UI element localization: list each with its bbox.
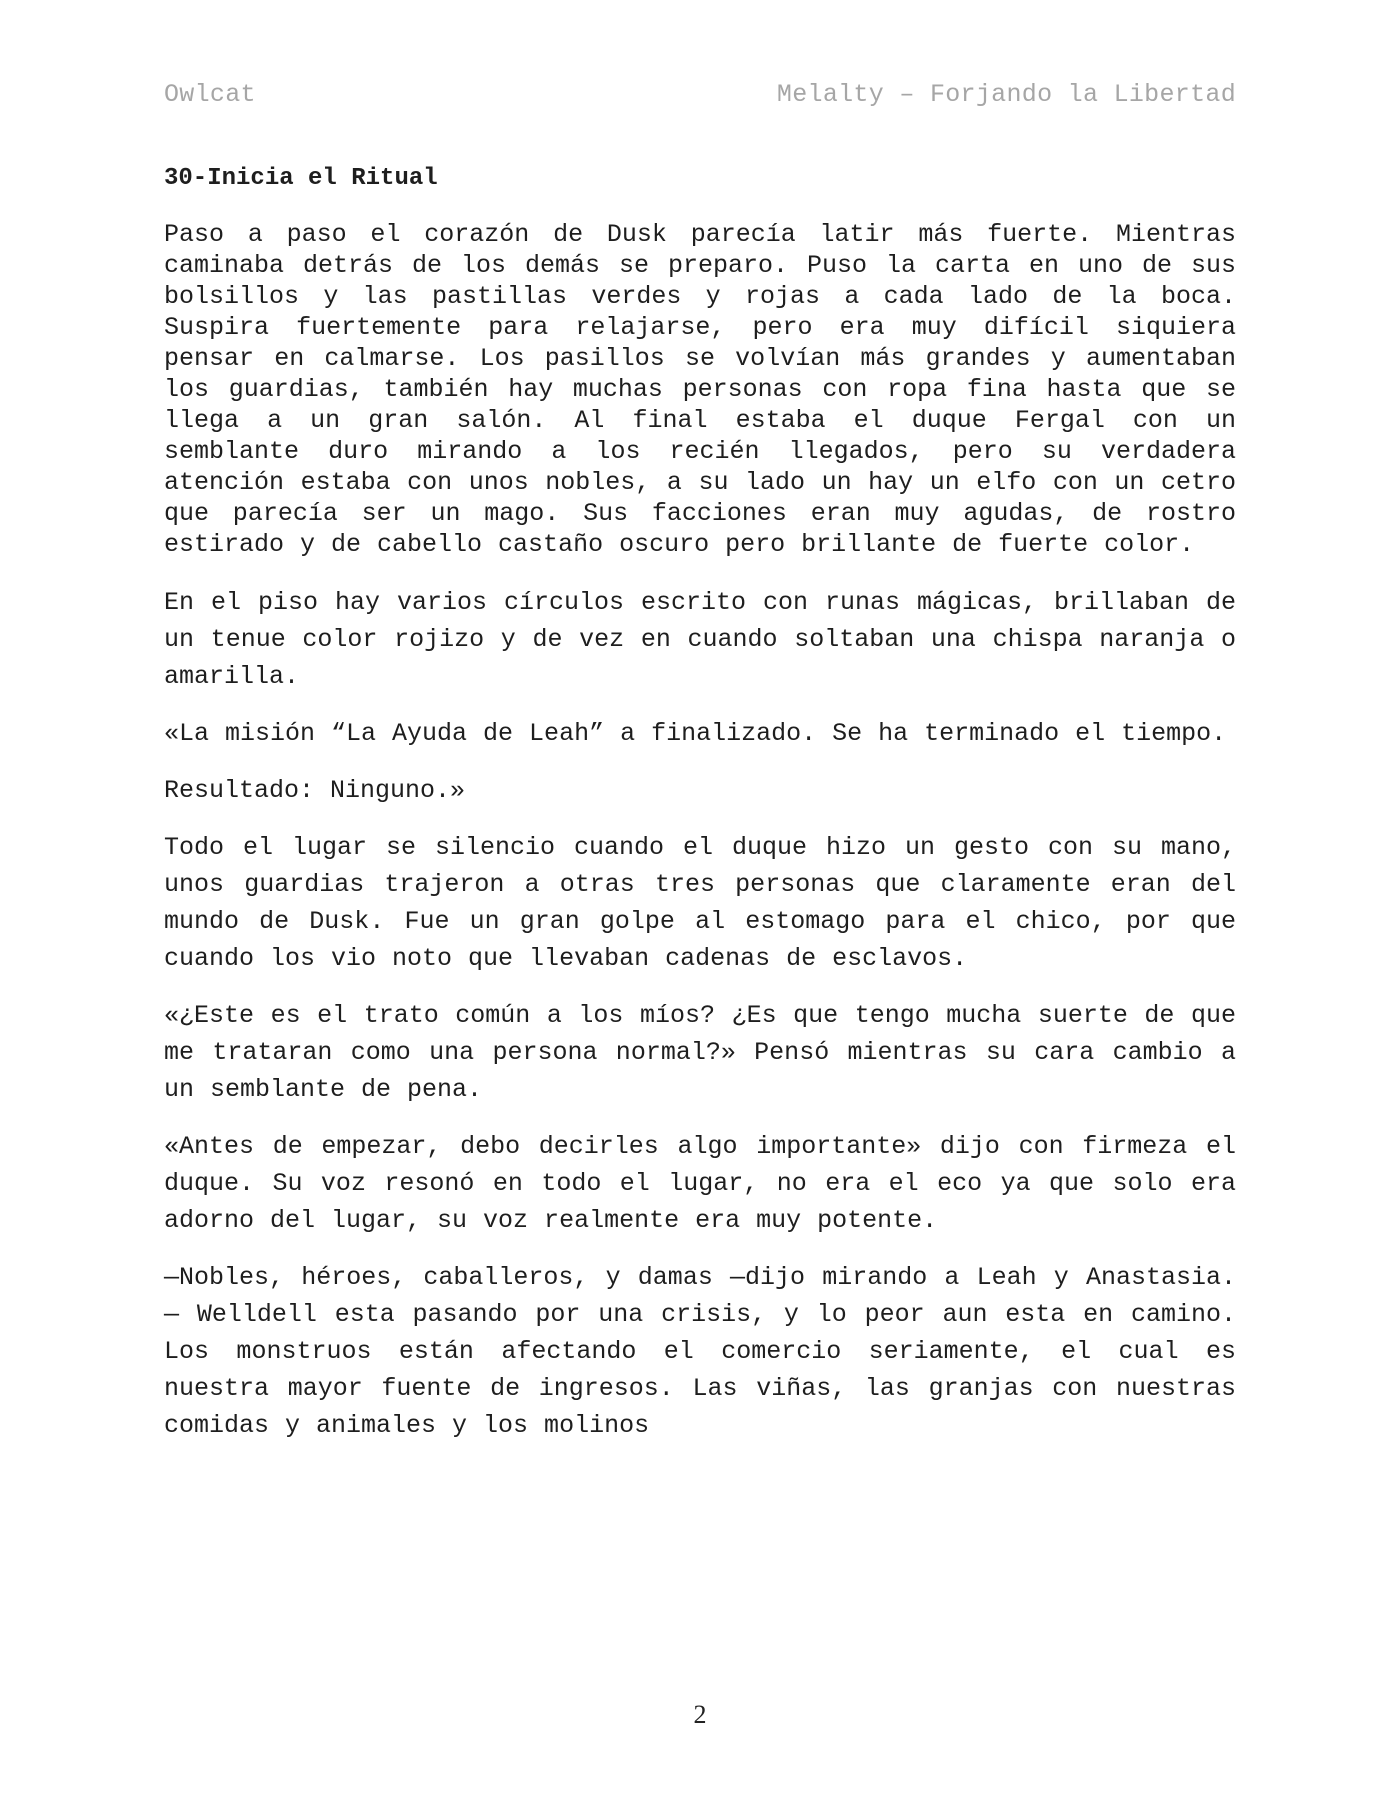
paragraph-8: —Nobles, héroes, caballeros, y damas —dijo mirando a Leah y Anastasia.— Welldell esta pasando por una crisis, y lo peor aun esta en camino. Los monstruos están afectando el comercio seriamente, el cual es nuestra mayor fuente de ingresos. Las viñas, las granjas con nuestras comidas y animales y los molinos: [164, 1263, 1236, 1440]
paragraph-4: Resultado: Ninguno.»: [164, 776, 466, 805]
paragraph-3: «La misión “La Ayuda de Leah” a finalizado. Se ha terminado el tiempo.: [164, 719, 1227, 748]
paragraph-1: Paso a paso el corazón de Dusk parecía latir más fuerte. Mientras caminaba detrás de los demás se preparo. Puso la carta en uno de sus bolsillos y las pastillas verdes y rojas a cada lado de la boca. Suspira fuertemente para relajarse, pero era muy difícil siquiera pensar en calmarse. Los pasillos se volvían más grandes y aumentaban los guardias, también hay muchas personas con ropa fina hasta que se llega a un gran salón. Al final estaba el duque Fergal con un semblante duro mirando a los recién llegados, pero su verdadera atención estaba con unos nobles, a su lado un hay un elfo con un cetro que parecía ser un mago. Sus facciones eran muy agudas, de rostro estirado y de cabello castaño oscuro pero brillante de fuerte color.: [164, 220, 1236, 559]
header-right: Melalty – Forjando la Libertad: [776, 80, 1236, 109]
paragraph-6: «¿Este es el trato común a los míos? ¿Es que tengo mucha suerte de que me trataran como una persona normal?» Pensó mientras su cara cambio a un semblante de pena.: [164, 1001, 1236, 1104]
body-text: [164, 163, 1236, 1464]
running-header: [164, 80, 1236, 109]
chapter-title: 30-Inicia el Ritual: [164, 165, 438, 192]
header-left: Owlcat: [164, 80, 256, 109]
page-number: 2: [693, 1700, 707, 1729]
paragraph-5: Todo el lugar se silencio cuando el duque hizo un gesto con su mano, unos guardias trajeron a otras tres personas que claramente eran del mundo de Dusk. Fue un gran golpe al estomago para el chico, por que cuando los vio noto que llevaban cadenas de esclavos.: [164, 833, 1236, 973]
paragraph-2: En el piso hay varios círculos escrito con runas mágicas, brillaban de un tenue color rojizo y de vez en cuando soltaban una chispa naranja o amarilla.: [164, 588, 1236, 691]
paragraph-7: «Antes de empezar, debo decirles algo importante» dijo con firmeza el duque. Su voz resonó en todo el lugar, no era el eco ya que solo era adorno del lugar, su voz realmente era muy potente.: [164, 1132, 1236, 1235]
